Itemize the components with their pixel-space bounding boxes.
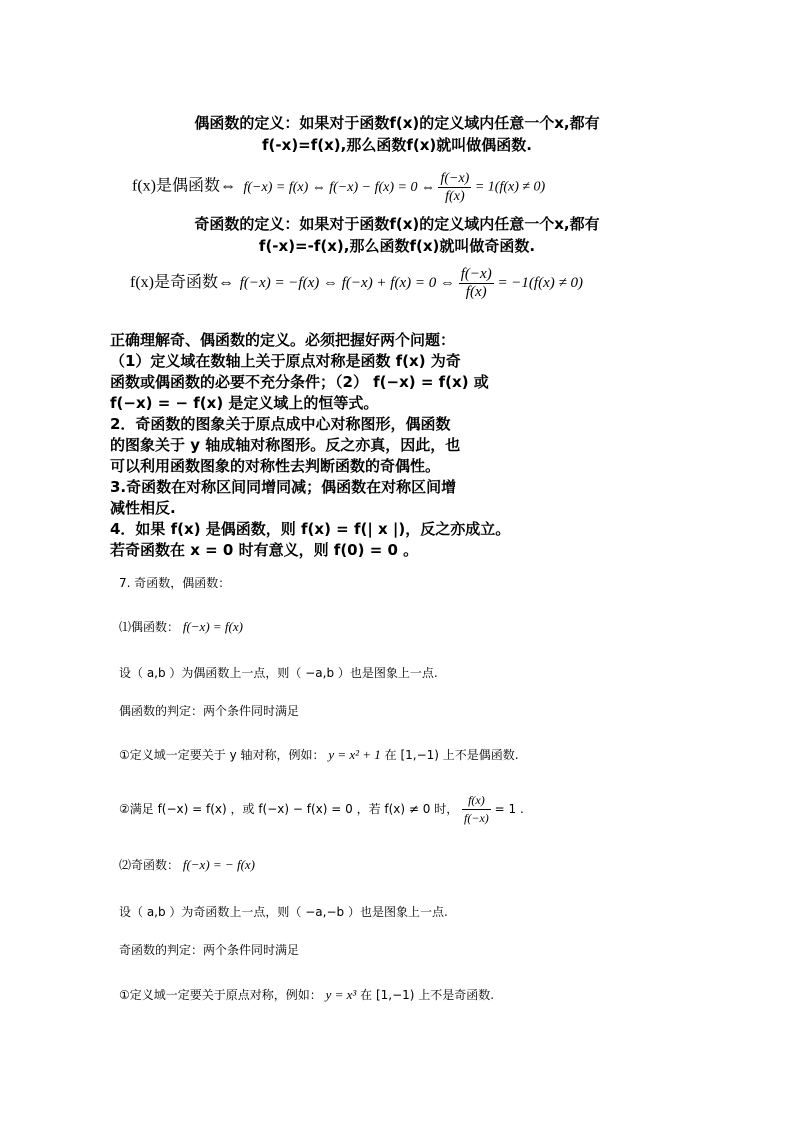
- odd-formula-tail: = −1(f(x) ≠ 0): [497, 274, 583, 291]
- odd-definition-line1: 奇函数的定义：如果对于函数f(x)的定义域内任意一个x,都有: [194, 215, 600, 233]
- odd-formula: [130, 266, 583, 301]
- fraction-numerator: f(−x): [460, 266, 492, 282]
- note-line: 函数或偶函数的必要不充分条件；（2） f(−x) = f(x) 或: [110, 373, 489, 391]
- even-head-formula: f(−x) = f(x): [182, 619, 243, 634]
- note-line: 若奇函数在 x = 0 时有意义，则 f(0) = 0 。: [110, 541, 419, 559]
- even-c1-post: 在 [1,−1) 上不是偶函数.: [384, 748, 519, 762]
- note-line: 减性相反.: [110, 499, 176, 517]
- note-line: 正确理解奇、偶函数的定义。必须把握好两个问题：: [110, 331, 456, 349]
- even-definition-line1: 偶函数的定义：如果对于函数f(x)的定义域内任意一个x,都有: [194, 114, 600, 132]
- odd-c1-post: 在 [1,−1) 上不是奇函数.: [360, 988, 495, 1002]
- even-formula: [132, 170, 545, 205]
- even-c2-fraction: [462, 792, 491, 827]
- note-line: （1）定义域在数轴上关于原点对称是函数 f(x) 为奇: [110, 352, 461, 370]
- odd-head-formula: f(−x) = − f(x): [182, 857, 255, 872]
- note-line: 的图象关于 y 轴成轴对称图形。反之亦真，因此，也: [110, 436, 461, 454]
- even-c2-pre: ②满足 f(−x) = f(x) ，或 f(−x) − f(x) = 0 ，若 f(x) ≠ 0 时，: [119, 802, 459, 816]
- odd-c1-pre: ①定义域一定要关于原点对称，例如：: [119, 988, 322, 1002]
- note-line: 4．如果 f(x) 是偶函数，则 f(x) = f(| x |)，反之亦成立。: [110, 520, 511, 538]
- even-judge-statement: 偶函数的判定：两个条件同时满足: [119, 704, 300, 718]
- even-head-label: ⑴偶函数：: [119, 620, 180, 634]
- fraction-denominator: f(x): [465, 284, 487, 300]
- even-point-statement: 设（ a,b ）为偶函数上一点，则（ −a,b ）也是图象上一点.: [119, 666, 438, 680]
- even-c2-tail: = 1 .: [494, 802, 524, 816]
- odd-definition-line2: f(-x)=-f(x),那么函数f(x)就叫做奇函数.: [258, 237, 536, 255]
- odd-formula-chain: f(−x) = −f(x) ⇔ f(−x) + f(x) = 0 ⇔: [239, 274, 455, 291]
- odd-judge-statement: 奇函数的判定：两个条件同时满足: [119, 943, 300, 957]
- odd-point-statement: 设（ a,b ）为奇函数上一点，则（ −a,−b ）也是图象上一点.: [119, 905, 448, 919]
- odd-condition-1: [119, 986, 494, 1003]
- odd-function-heading: [119, 856, 255, 873]
- fraction-numerator: f(x): [462, 792, 491, 810]
- even-formula-tail: = 1(f(x) ≠ 0): [474, 179, 546, 195]
- odd-formula-lhs: f(x)是奇函数⇔: [130, 273, 234, 291]
- even-function-heading: [119, 618, 243, 635]
- even-formula-chain: f(−x) = f(x) ⇔ f(−x) − f(x) = 0 ⇔: [243, 179, 435, 195]
- even-definition-line2: f(-x)=f(x),那么函数f(x)就叫做偶函数.: [262, 136, 532, 154]
- odd-c1-formula: y = x³: [325, 987, 357, 1002]
- note-line: f(−x) = − f(x) 是定义域上的恒等式。: [110, 394, 379, 412]
- section-title: 7. 奇函数，偶函数：: [119, 576, 231, 590]
- odd-formula-fraction: [459, 266, 494, 301]
- odd-head-label: ⑵奇函数：: [119, 858, 180, 872]
- note-line: 2．奇函数的图象关于原点成中心对称图形，偶函数: [110, 415, 451, 433]
- note-line: 可以利用函数图象的对称性去判断函数的奇偶性。: [110, 457, 441, 475]
- even-formula-lhs: f(x)是偶函数⇔: [132, 177, 236, 195]
- even-formula-fraction: [438, 170, 471, 205]
- note-line: 3.奇函数在对称区间同增同减；偶函数在对称区间增: [110, 478, 457, 496]
- fraction-numerator: f(−x): [440, 171, 470, 186]
- even-condition-1: [119, 746, 519, 763]
- even-c1-pre: ①定义域一定要关于 y 轴对称，例如：: [119, 748, 325, 762]
- fraction-denominator: f(x): [445, 189, 465, 204]
- even-condition-2: [119, 792, 524, 827]
- even-c1-formula: y = x² + 1: [328, 747, 381, 762]
- fraction-denominator: f(−x): [464, 811, 489, 825]
